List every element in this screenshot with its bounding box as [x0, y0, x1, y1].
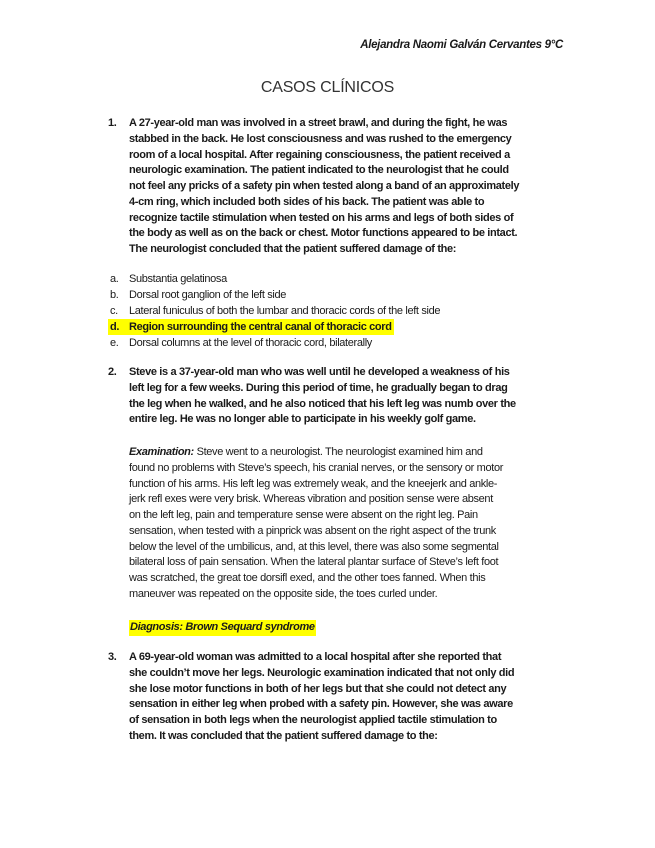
text-line: 4-cm ring, which included both sides of his back. The patient was able to [129, 195, 485, 208]
option-b [110, 287, 286, 303]
examination-label: Examination: [129, 446, 194, 458]
option-c [110, 303, 440, 319]
option-d-highlighted-answer [108, 319, 394, 335]
text-line: Steve is a 37-year-old man who was well until he developed a weakness of his [129, 366, 510, 378]
text-line: room of a local hospital. After regaining consciousness, the patient received a [129, 148, 510, 161]
option-letter: d. [110, 321, 120, 333]
text-line: the body as well as on the back or chest. Motor functions appeared to be intact. [129, 227, 518, 240]
text-line: recognize tactile stimulation when tested on his arms and legs of both sides of [129, 211, 514, 224]
text-line: function of his arms. His left leg was extremely weak, and the kneejerk and ankle- [129, 477, 498, 490]
option-text: Region surrounding the central canal of thoracic cord [129, 321, 392, 333]
text-line: them. It was concluded that the patient suffered damage to the: [129, 729, 438, 742]
text-line: jerk refl exes were very brisk. Whereas vibration and position sense were absent [129, 493, 493, 506]
author-name: Alejandra Naomi Galván Cervantes 9°C [360, 39, 563, 51]
text-line: Steve went to a neurologist. The neurologist examined him and [193, 446, 483, 458]
text-line: sensation, when tested with a pinprick was absent on the right aspect of the trunk [129, 524, 496, 537]
option-text: Substantia gelatinosa [129, 273, 227, 285]
text-line: found no problems with Steve’s speech, his cranial nerves, or the sensory or motor [129, 461, 504, 474]
option-letter: c. [110, 305, 118, 317]
question-text [129, 116, 519, 258]
diagnosis-row [129, 617, 316, 636]
text-line: A 69-year-old woman was admitted to a local hospital after she reported that [129, 651, 502, 663]
option-text: Dorsal root ganglion of the left side [129, 289, 287, 301]
text-line: on the left leg, pain and temperature sense were absent on the right leg. Pain [129, 509, 478, 521]
text-line: neurologic examination. The patient indicated to the neurologist that he could [129, 164, 509, 177]
option-letter: e. [110, 337, 119, 349]
option-e [110, 335, 372, 351]
text-line: she couldn’t move her legs. Neurologic examination indicated that not only did [129, 666, 515, 679]
text-line: sensation in either leg when probed with a safety pin. However, she was aware [129, 698, 513, 711]
text-line: maneuver was repeated on the opposite side, the toes curled under. [129, 587, 438, 600]
text-line: the leg when he walked, and he also noticed that his left leg was numb over the [129, 397, 516, 410]
question-number: 2. [108, 366, 117, 378]
option-text: Lateral funiculus of both the lumbar and thoracic cords of the left side [129, 305, 441, 317]
option-letter: b. [110, 289, 119, 301]
text-line: stabbed in the back. He lost consciousness and was rushed to the emergency [129, 132, 512, 145]
question-number: 1. [108, 117, 117, 129]
text-line: A 27-year-old man was involved in a street brawl, and during the fight, he was [129, 117, 508, 129]
question-text [129, 650, 514, 745]
question-number: 3. [108, 651, 117, 663]
question-text [129, 365, 516, 428]
text-line: left leg for a few weeks. During this period of time, he gradually began to drag [129, 381, 508, 394]
text-line: bilateral loss of pain sensation. When the lateral plantar surface of Steve’s left foot [129, 556, 499, 569]
text-line: entire leg. He was no longer able to participate in his weekly golf game. [129, 413, 476, 426]
diagnosis-highlighted: Diagnosis: Brown Sequard syndrome [129, 620, 316, 636]
option-text: Dorsal columns at the level of thoracic cord, bilaterally [129, 337, 372, 349]
text-line: below the level of the umbilicus, and, at this level, there was also some segmental [129, 540, 499, 553]
option-a [110, 271, 227, 287]
text-line: of sensation in both legs when the neurologist applied tactile stimulation to [129, 714, 497, 726]
examination-paragraph [129, 445, 503, 603]
text-line: not feel any pricks of a safety pin when tested along a band of an approximately [129, 180, 520, 192]
text-line: The neurologist concluded that the patient suffered damage of the: [129, 243, 457, 255]
option-letter: a. [110, 273, 119, 285]
text-line: was scratched, the great toe dorsifl exed, and the other toes fanned. When this [129, 572, 486, 584]
text-line: she lose motor functions in both of her legs but that she could not detect any [129, 682, 507, 695]
page-title: CASOS CLÍNICOS [260, 79, 395, 96]
